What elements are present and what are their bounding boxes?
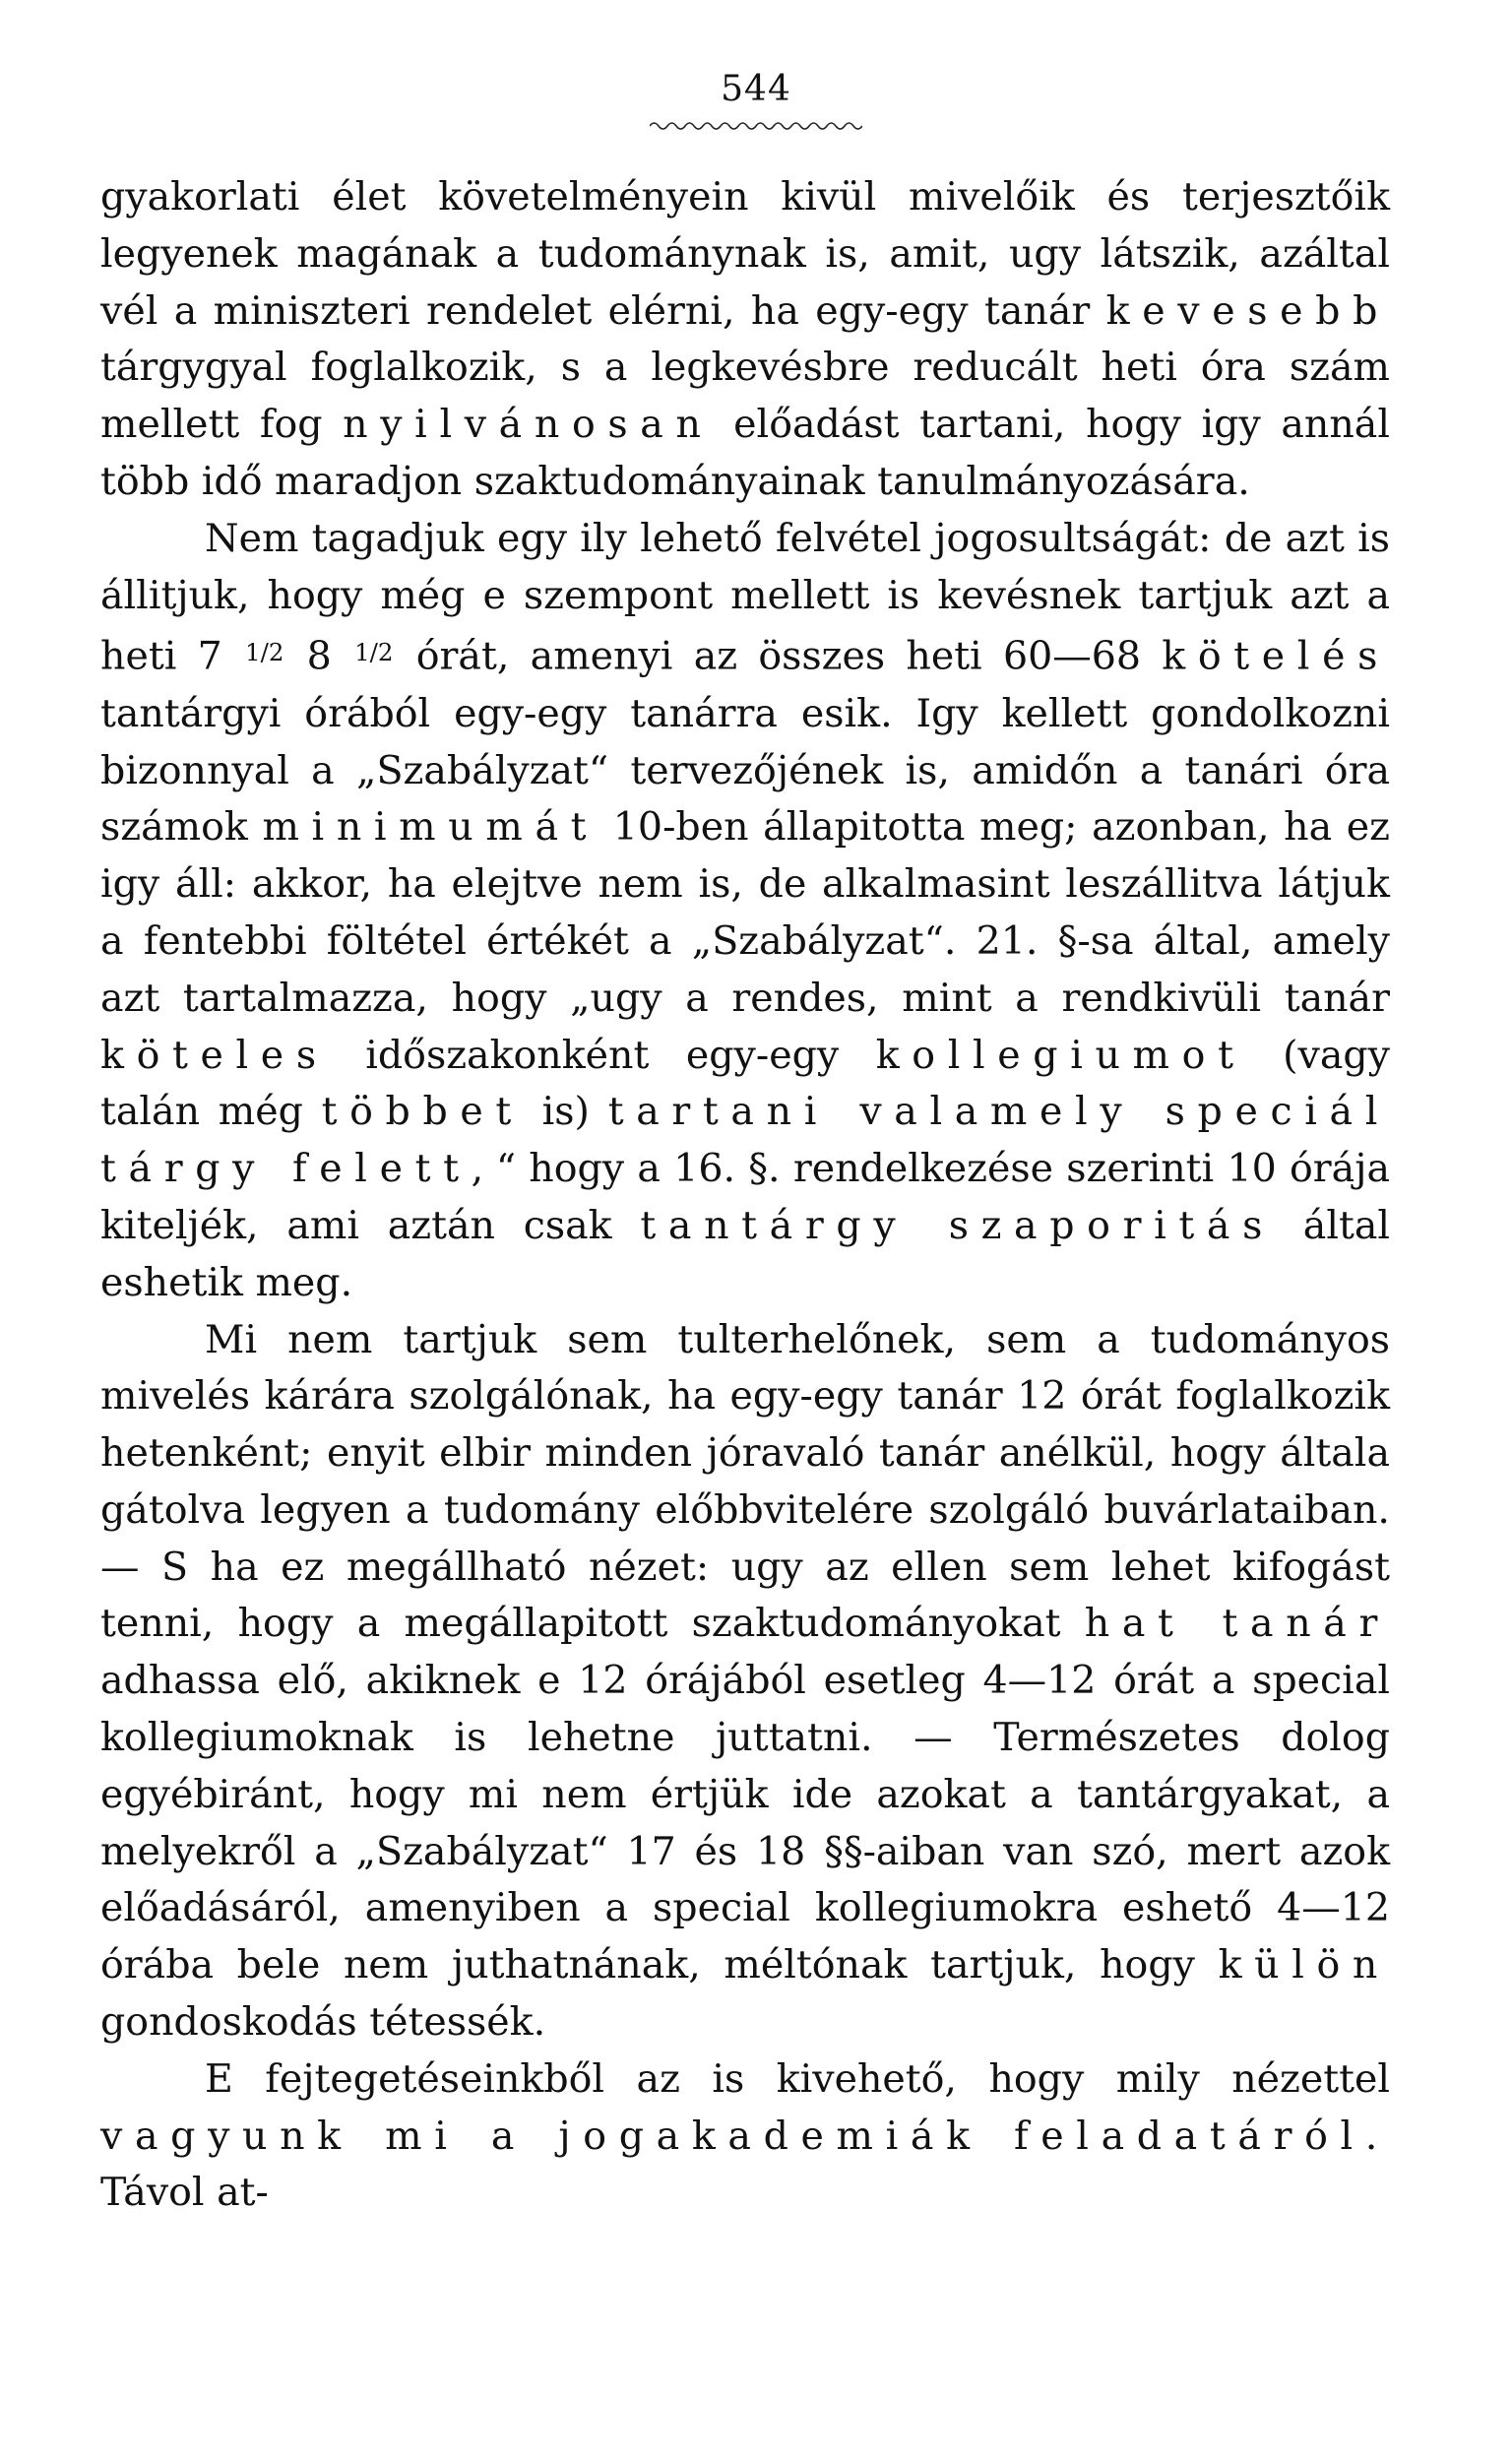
paragraph-p1 [100, 169, 1390, 511]
spaced-emphasis-text: kötelés [1162, 633, 1390, 679]
text-run: tárgygyal foglalkozik, s a legkevésbre reducált heti óra szám mellett fog [100, 345, 1390, 448]
spaced-emphasis-text: köteles [100, 1032, 329, 1078]
fraction: 1/2 [354, 638, 394, 667]
text-run: E fejtegetéseinkből az is kivehető, hogy mily nézettel [205, 2055, 1390, 2102]
text-run: órát, amenyi az összes heti 60—68 [395, 633, 1163, 679]
spaced-emphasis-text: többet [321, 1089, 524, 1135]
text-run: előadást tartani, hogy igy annál több idő maradjon szaktudományainak tanulmányozására. [100, 402, 1390, 504]
text-run: (vagy talán még [100, 1032, 1390, 1135]
text-run: gyakorlati élet követelményein kivül mivelőik és terjesztőik legyenek magának a tudománynak is, amit, ugy látszik, azáltal vél a miniszteri rendelet elérni, ha egy-egy tanár [100, 174, 1390, 334]
spaced-emphasis-text: vagyunk mi a jogakademiák feladatáról. [100, 2113, 1390, 2159]
text-run: adhassa elő, akiknek e 12 órájából esetleg 4—12 órát a special kollegiumoknak is lehetne juttatni. — Természetes dolog egyébiránt, hogy mi nem értjük ide azokat a tantárgyakat, a melyekről a „Szabályzat“ 17 és 18 §§-aiban van szó, mert azok előadásáról, amenyiben a special kollegiumokra eshető 4—12 órába bele nem juthatnának, méltónak tartjuk, hogy [100, 1658, 1390, 1988]
text-run: 10-ben állapitotta meg; azonban, ha ez igy áll: akkor, ha elejtve nem is, de alkalmasint leszállitva látjuk a fentebbi föltétel értékét a „Szabályzat“. 21. §-sa által, amely azt tartalmazza, hogy „ugy a rendes, mint a rendkivüli tanár [100, 804, 1390, 1021]
text-run: Nem tagadjuk egy ily lehető felvétel jogosultságát: de azt is állitjuk, hogy még e szempont mellett is kevésnek tartjuk azt a heti 7 [100, 515, 1390, 679]
spaced-emphasis-text: nyilvánosan [343, 402, 714, 448]
text-run: által eshetik meg. [100, 1202, 1391, 1305]
page-number: 544 [721, 69, 791, 109]
spaced-emphasis-text: hat tanár [1084, 1601, 1390, 1647]
paragraph-p4 [100, 2051, 1390, 2222]
spaced-emphasis-text: külön [1218, 1942, 1390, 1988]
text-run: gondoskodás tétessék. [100, 1999, 546, 2046]
spaced-emphasis-text: kollegiumot [875, 1032, 1246, 1078]
text-run: is) [523, 1089, 608, 1135]
text-run: időszakonként egy-egy [328, 1032, 876, 1078]
body-text [100, 169, 1390, 2222]
fraction: 1/2 [245, 638, 284, 667]
spaced-emphasis-text: kevesebb [1105, 287, 1390, 334]
spaced-emphasis-text: tartani valamely speciál tárgy felett, [100, 1089, 1390, 1192]
text-run: Mi nem tartjuk sem tulterhelőnek, sem a tudományos mivelés kárára szolgálónak, ha egy-egy tanár 12 órát foglalkozik hetenként; enyit elbir minden jóravaló tanár anélkül, hogy általa gátolva legyen a tudomány előbbvitelére szolgáló buvárlataiban. — S ha ez megállható nézet: ugy az ellen sem lehet kifogást tenni, hogy a megállapitott szaktudományokat [100, 1316, 1390, 1647]
text-run: 8 [285, 633, 353, 679]
paragraph-p2 [100, 511, 1390, 1312]
paragraph-p3 [100, 1312, 1390, 2051]
text-run: Távol at- [100, 2170, 269, 2216]
text-run: tantárgyi órából egy-egy tanárra esik. Igy kellett gondolkozni bizonnyal a „Szabályzat“ tervezőjének is, amidőn a tanári óra számok [100, 690, 1390, 851]
text-run: “ hogy a 16. §. rendelkezése szerinti 10 órája kiteljék, ami aztán csak [100, 1146, 1390, 1248]
spaced-emphasis-text: minimumát [262, 804, 599, 851]
spaced-emphasis-text: tantárgy szaporitás [640, 1202, 1275, 1248]
wavy-rule-ornament [650, 120, 862, 132]
